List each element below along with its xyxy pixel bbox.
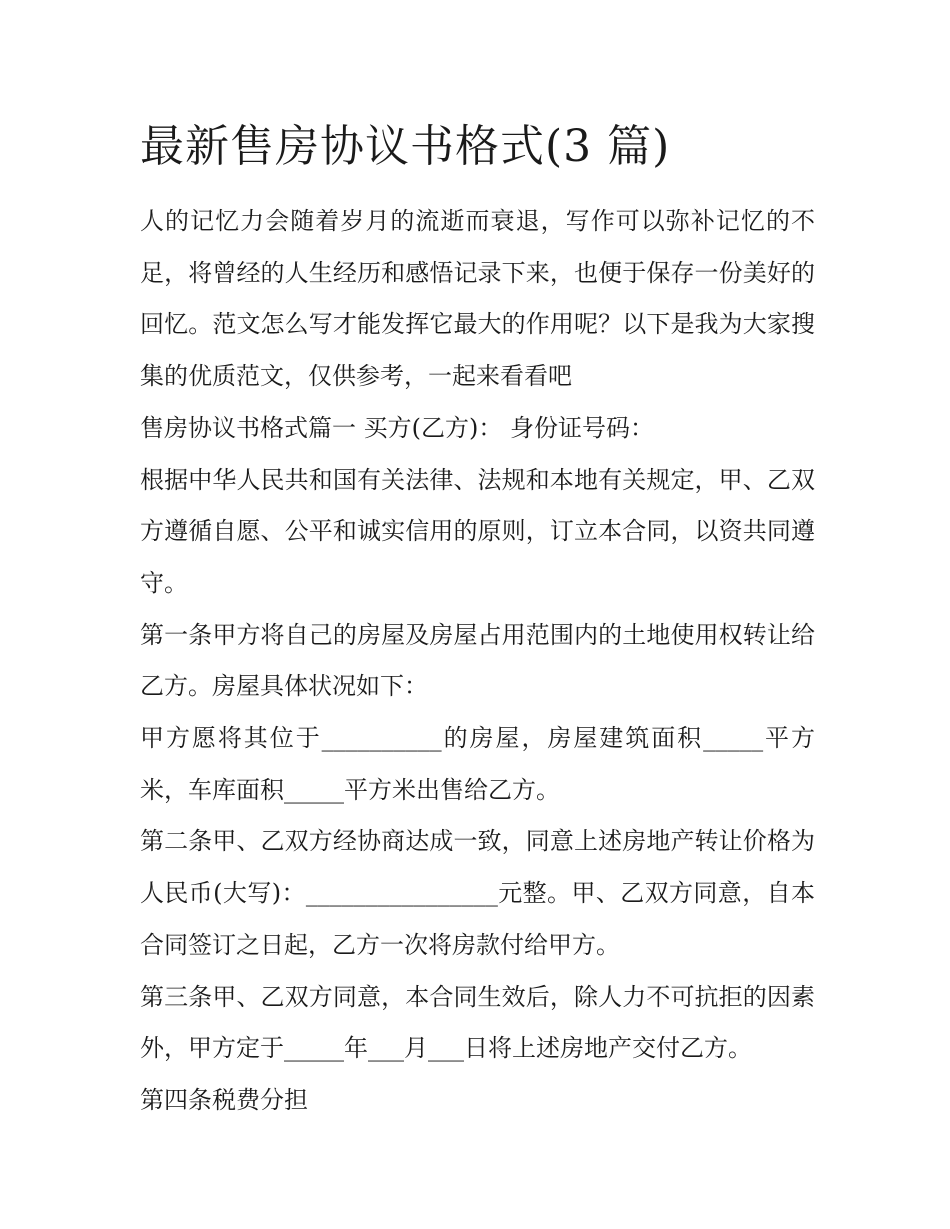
document-title: 最新售房协议书格式(3 篇) bbox=[140, 121, 671, 172]
article-one-paragraph: 第一条甲方将自己的房屋及房屋占用范围内的土地使用权转让给乙方。房屋具体状况如下： bbox=[140, 620, 815, 701]
section-heading-buyer: 售房协议书格式篇一 买方(乙方)： 身份证号码： bbox=[140, 413, 654, 442]
legal-basis-paragraph: 根据中华人民共和国有关法律、法规和本地有关规定，甲、乙双方遵循自愿、公平和诚实信用的原则，订立本合同，以资共同遵守。 bbox=[140, 465, 815, 597]
intro-paragraph: 人的记忆力会随着岁月的流逝而衰退，写作可以弥补记忆的不足，将曾经的人生经历和感悟记录下来，也便于保存一份美好的回忆。范文怎么写才能发挥它最大的作用呢？以下是我为大家搜集的优质范文，仅供参考，一起来看看吧 bbox=[140, 207, 815, 391]
article-two-paragraph: 第二条甲、乙双方经协商达成一致，同意上述房地产转让价格为人民币(大写)：________________元整。甲、乙双方同意，自本合同签订之日起，乙方一次将房款付给甲方。 bbox=[140, 827, 815, 959]
article-four-heading: 第四条税费分担 bbox=[140, 1085, 308, 1114]
property-details-paragraph: 甲方愿将其位于__________的房屋，房屋建筑面积_____平方米，车库面积_____平方米出售给乙方。 bbox=[140, 724, 815, 804]
article-three-paragraph: 第三条甲、乙双方同意，本合同生效后，除人力不可抗拒的因素外，甲方定于_____年___月___日将上述房地产交付乙方。 bbox=[140, 982, 815, 1063]
document-body bbox=[140, 196, 815, 1127]
